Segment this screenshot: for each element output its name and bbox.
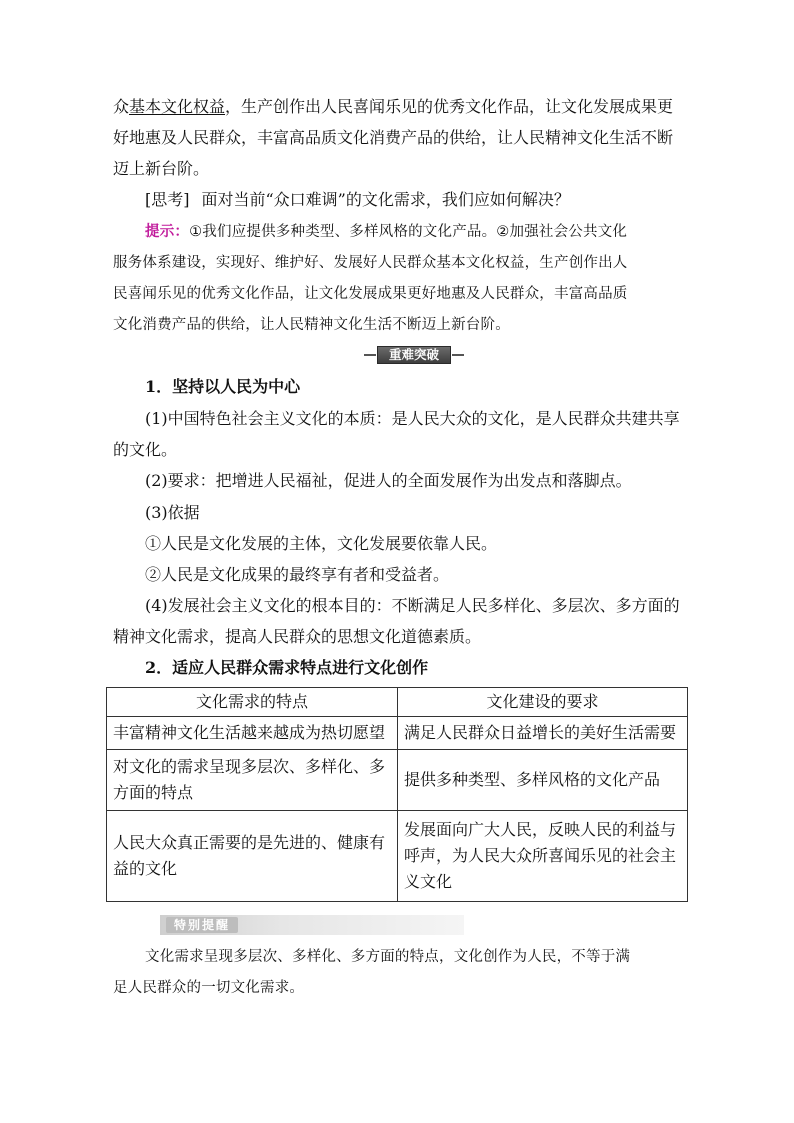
special-reminder-line-1: 文化需求呈现多层次、多样化、多方面的特点，文化创作为人民，不等于满 bbox=[145, 949, 631, 965]
point1-p3: (3)依据 bbox=[145, 503, 200, 522]
table-row bbox=[107, 750, 688, 811]
tip-line-1 bbox=[145, 222, 725, 242]
point1-p4-line1: (4)发展社会主义文化的根本目的：不断满足人民多样化、多层次、多方面的 bbox=[145, 596, 680, 615]
table-header: 文化需求的特点 bbox=[107, 688, 398, 717]
table-cell: 满足人民群众日益增长的美好生活需要 bbox=[398, 717, 688, 750]
point1-p1-line2: 的文化。 bbox=[113, 440, 178, 459]
intro-line-3: 迈上新台阶。 bbox=[113, 159, 210, 178]
intro-text: ，生产创作出人民喜闻乐见的优秀文化作品，让文化发展成果更 bbox=[225, 97, 674, 116]
special-reminder-banner bbox=[160, 915, 464, 935]
point1-p1-line1: (1)中国特色社会主义文化的本质：是人民大众的文化，是人民群众共建共享 bbox=[145, 409, 680, 428]
point2-heading: 2．适应人民群众需求特点进行文化创作 bbox=[145, 658, 429, 677]
point1-p2: (2)要求：把增进人民福祉，促进人的全面发展作为出发点和落脚点。 bbox=[145, 471, 632, 490]
think-question bbox=[145, 190, 725, 210]
intro-line-2: 好地惠及人民群众，丰富高品质文化消费产品的供给，让人民精神文化生活不断 bbox=[113, 128, 674, 147]
tip-line-4: 文化消费产品的供给，让人民精神文化生活不断迈上新台阶。 bbox=[113, 317, 510, 333]
table-cell: 提供多种类型、多样风格的文化产品 bbox=[398, 750, 688, 811]
banner-rail bbox=[452, 354, 464, 356]
banner-rail bbox=[364, 354, 376, 356]
point1-heading: 1．坚持以人民为中心 bbox=[145, 377, 301, 396]
point1-p4-line2: 精神文化需求，提高人民群众的思想文化道德素质。 bbox=[113, 627, 482, 646]
tip-label: 提示： bbox=[145, 224, 190, 240]
tip-line-3: 民喜闻乐见的优秀文化作品，让文化发展成果更好地惠及人民群众，丰富高品质 bbox=[113, 286, 628, 302]
table-cell: 丰富精神文化生活越来越成为热切愿望 bbox=[107, 717, 398, 750]
table-header-row bbox=[107, 688, 688, 717]
think-question-text: 面对当前“众口难调”的文化需求，我们应如何解决？ bbox=[201, 190, 570, 209]
section-banner-label: 重难突破 bbox=[377, 346, 451, 364]
table-cell: 发展面向广大人民，反映人民的利益与呼声，为人民大众所喜闻乐见的社会主义文化 bbox=[398, 811, 688, 902]
table-row bbox=[107, 811, 688, 902]
tip-line-2: 服务体系建设，实现好、维护好、发展好人民群众基本文化权益，生产创作出人 bbox=[113, 255, 628, 271]
table-row bbox=[107, 717, 688, 750]
point1-p3-b: ②人民是文化成果的最终享有者和受益者。 bbox=[145, 565, 450, 584]
think-label: [思考] bbox=[145, 190, 190, 209]
intro-line-1 bbox=[113, 97, 693, 117]
intro-text: 众 bbox=[113, 97, 130, 116]
tip-text: ①我们应提供多种类型、多样风格的文化产品。②加强社会公共文化 bbox=[189, 224, 628, 240]
requirements-table bbox=[106, 687, 688, 902]
underlined-term: 基本文化权益 bbox=[129, 97, 226, 116]
special-reminder-line-2: 足人民群众的一切文化需求。 bbox=[113, 980, 305, 996]
table-cell: 对文化的需求呈现多层次、多样化、多方面的特点 bbox=[107, 750, 398, 811]
table-header: 文化建设的要求 bbox=[398, 688, 688, 717]
point1-p3-a: ①人民是文化发展的主体，文化发展要依靠人民。 bbox=[145, 534, 498, 553]
table-cell: 人民大众真正需要的是先进的、健康有益的文化 bbox=[107, 811, 398, 902]
section-banner bbox=[364, 346, 464, 364]
special-reminder-label: 特别提醒 bbox=[166, 917, 238, 933]
